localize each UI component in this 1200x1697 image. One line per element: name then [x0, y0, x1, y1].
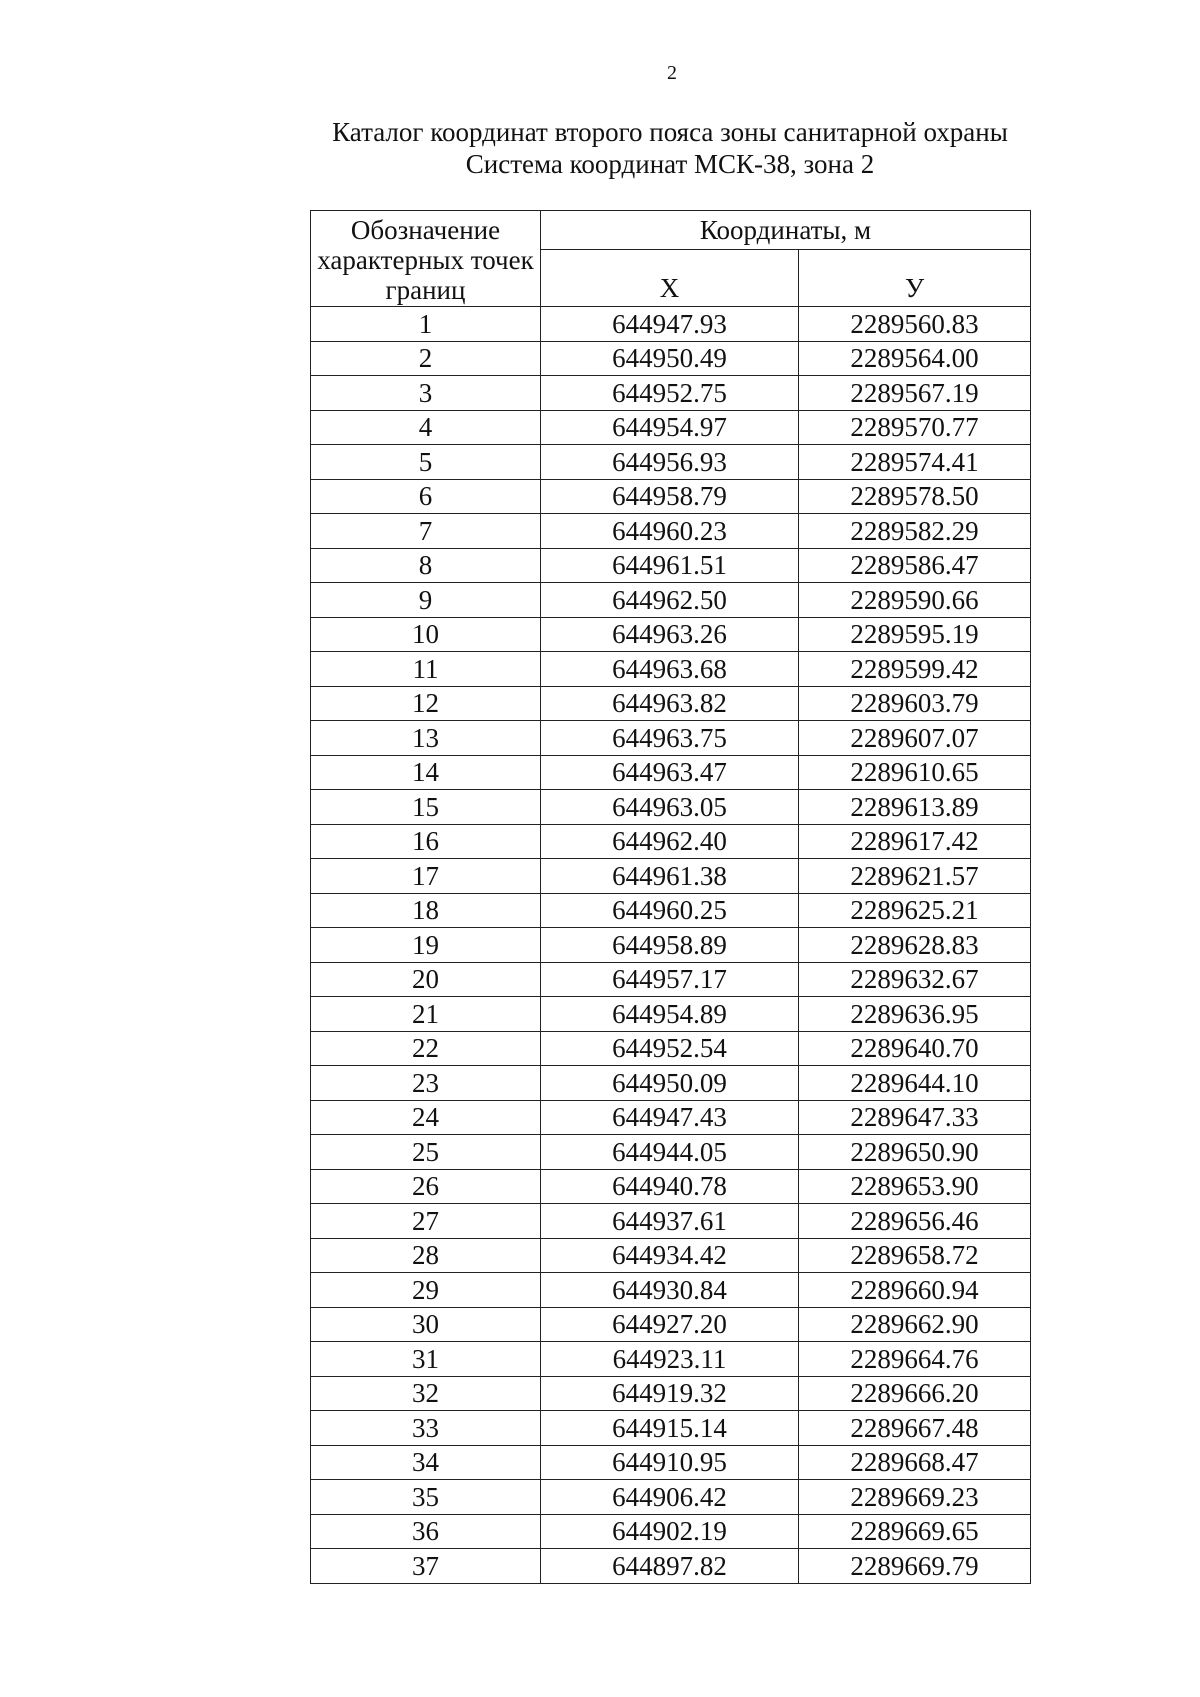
table-row — [311, 341, 1031, 376]
x-coordinate-cell: 644963.05 — [541, 790, 799, 825]
x-coordinate-cell: 644963.75 — [541, 721, 799, 756]
point-number-cell: 11 — [311, 652, 541, 687]
y-coordinate-cell: 2289669.79 — [799, 1549, 1031, 1584]
table-row — [311, 1445, 1031, 1480]
table-row — [311, 1135, 1031, 1170]
x-coordinate-cell: 644954.89 — [541, 997, 799, 1032]
table-row — [311, 1066, 1031, 1101]
x-coordinate-cell: 644940.78 — [541, 1169, 799, 1204]
x-coordinate-cell: 644950.09 — [541, 1066, 799, 1101]
x-coordinate-cell: 644934.42 — [541, 1238, 799, 1273]
table-row — [311, 962, 1031, 997]
point-number-cell: 33 — [311, 1411, 541, 1446]
point-number-cell: 32 — [311, 1376, 541, 1411]
table-row — [311, 514, 1031, 549]
table-row — [311, 1169, 1031, 1204]
y-coordinate-cell: 2289564.00 — [799, 341, 1031, 376]
table-row — [311, 1411, 1031, 1446]
table-row — [311, 548, 1031, 583]
point-number-cell: 28 — [311, 1238, 541, 1273]
coordinates-table — [310, 210, 1031, 1584]
title-line-2: Система координат МСК-38, зона 2 — [465, 149, 875, 179]
x-coordinate-cell: 644944.05 — [541, 1135, 799, 1170]
y-coordinate-cell: 2289560.83 — [799, 307, 1031, 342]
header-y-label: У — [799, 250, 1031, 307]
y-coordinate-cell: 2289617.42 — [799, 824, 1031, 859]
y-coordinate-cell: 2289667.48 — [799, 1411, 1031, 1446]
table-row — [311, 307, 1031, 342]
x-coordinate-cell: 644937.61 — [541, 1204, 799, 1239]
y-coordinate-cell: 2289669.23 — [799, 1480, 1031, 1515]
y-coordinate-cell: 2289570.77 — [799, 410, 1031, 445]
table-row — [311, 721, 1031, 756]
point-number-cell: 2 — [311, 341, 541, 376]
point-number-cell: 19 — [311, 928, 541, 963]
y-coordinate-cell: 2289625.21 — [799, 893, 1031, 928]
x-coordinate-cell: 644915.14 — [541, 1411, 799, 1446]
x-coordinate-cell: 644954.97 — [541, 410, 799, 445]
y-coordinate-cell: 2289628.83 — [799, 928, 1031, 963]
x-coordinate-cell: 644961.51 — [541, 548, 799, 583]
x-coordinate-cell: 644897.82 — [541, 1549, 799, 1584]
table-row — [311, 1549, 1031, 1584]
table-row — [311, 893, 1031, 928]
y-coordinate-cell: 2289586.47 — [799, 548, 1031, 583]
point-number-cell: 35 — [311, 1480, 541, 1515]
point-number-cell: 29 — [311, 1273, 541, 1308]
x-coordinate-cell: 644962.40 — [541, 824, 799, 859]
x-coordinate-cell: 644930.84 — [541, 1273, 799, 1308]
point-number-cell: 14 — [311, 755, 541, 790]
y-coordinate-cell: 2289664.76 — [799, 1342, 1031, 1377]
table-row — [311, 997, 1031, 1032]
table-row — [311, 479, 1031, 514]
y-coordinate-cell: 2289660.94 — [799, 1273, 1031, 1308]
x-coordinate-cell: 644947.43 — [541, 1100, 799, 1135]
y-coordinate-cell: 2289662.90 — [799, 1307, 1031, 1342]
table-row — [311, 617, 1031, 652]
table-row — [311, 859, 1031, 894]
x-coordinate-cell: 644947.93 — [541, 307, 799, 342]
y-coordinate-cell: 2289650.90 — [799, 1135, 1031, 1170]
table-row — [311, 410, 1031, 445]
y-coordinate-cell: 2289621.57 — [799, 859, 1031, 894]
point-number-cell: 10 — [311, 617, 541, 652]
table-row — [311, 376, 1031, 411]
point-number-cell: 20 — [311, 962, 541, 997]
point-number-cell: 27 — [311, 1204, 541, 1239]
title-line-1: Каталог координат второго пояса зоны санитарной охраны — [332, 117, 1008, 147]
x-coordinate-cell: 644963.68 — [541, 652, 799, 687]
x-coordinate-cell: 644927.20 — [541, 1307, 799, 1342]
table-row — [311, 1273, 1031, 1308]
y-coordinate-cell: 2289640.70 — [799, 1031, 1031, 1066]
y-coordinate-cell: 2289632.67 — [799, 962, 1031, 997]
header-point-label: Обозначение характерных точек границ — [311, 211, 541, 307]
y-coordinate-cell: 2289636.95 — [799, 997, 1031, 1032]
table-row — [311, 1342, 1031, 1377]
x-coordinate-cell: 644960.23 — [541, 514, 799, 549]
table-row — [311, 755, 1031, 790]
x-coordinate-cell: 644950.49 — [541, 341, 799, 376]
x-coordinate-cell: 644962.50 — [541, 583, 799, 618]
table-row — [311, 1031, 1031, 1066]
point-number-cell: 12 — [311, 686, 541, 721]
y-coordinate-cell: 2289613.89 — [799, 790, 1031, 825]
point-number-cell: 7 — [311, 514, 541, 549]
x-coordinate-cell: 644919.32 — [541, 1376, 799, 1411]
point-number-cell: 25 — [311, 1135, 541, 1170]
y-coordinate-cell: 2289599.42 — [799, 652, 1031, 687]
x-coordinate-cell: 644956.93 — [541, 445, 799, 480]
x-coordinate-cell: 644957.17 — [541, 962, 799, 997]
table-row — [311, 445, 1031, 480]
y-coordinate-cell: 2289603.79 — [799, 686, 1031, 721]
point-number-cell: 37 — [311, 1549, 541, 1584]
point-number-cell: 34 — [311, 1445, 541, 1480]
y-coordinate-cell: 2289590.66 — [799, 583, 1031, 618]
table-row — [311, 1376, 1031, 1411]
table-row — [311, 583, 1031, 618]
header-coordinates-label: Координаты, м — [541, 211, 1031, 250]
y-coordinate-cell: 2289669.65 — [799, 1514, 1031, 1549]
table-row — [311, 1480, 1031, 1515]
y-coordinate-cell: 2289653.90 — [799, 1169, 1031, 1204]
table-row — [311, 686, 1031, 721]
x-coordinate-cell: 644958.79 — [541, 479, 799, 514]
point-number-cell: 26 — [311, 1169, 541, 1204]
point-number-cell: 5 — [311, 445, 541, 480]
x-coordinate-cell: 644958.89 — [541, 928, 799, 963]
point-number-cell: 4 — [311, 410, 541, 445]
x-coordinate-cell: 644961.38 — [541, 859, 799, 894]
x-coordinate-cell: 644963.82 — [541, 686, 799, 721]
y-coordinate-cell: 2289610.65 — [799, 755, 1031, 790]
point-number-cell: 3 — [311, 376, 541, 411]
point-number-cell: 1 — [311, 307, 541, 342]
point-number-cell: 6 — [311, 479, 541, 514]
point-number-cell: 24 — [311, 1100, 541, 1135]
x-coordinate-cell: 644963.47 — [541, 755, 799, 790]
table-row — [311, 790, 1031, 825]
table-body — [311, 307, 1031, 1584]
table-row — [311, 1204, 1031, 1239]
x-coordinate-cell: 644923.11 — [541, 1342, 799, 1377]
point-number-cell: 30 — [311, 1307, 541, 1342]
y-coordinate-cell: 2289658.72 — [799, 1238, 1031, 1273]
point-number-cell: 8 — [311, 548, 541, 583]
header-x-label: X — [541, 250, 799, 307]
y-coordinate-cell: 2289582.29 — [799, 514, 1031, 549]
y-coordinate-cell: 2289656.46 — [799, 1204, 1031, 1239]
x-coordinate-cell: 644906.42 — [541, 1480, 799, 1515]
x-coordinate-cell: 644963.26 — [541, 617, 799, 652]
y-coordinate-cell: 2289644.10 — [799, 1066, 1031, 1101]
table-row — [311, 824, 1031, 859]
point-number-cell: 15 — [311, 790, 541, 825]
table-row — [311, 1100, 1031, 1135]
y-coordinate-cell: 2289574.41 — [799, 445, 1031, 480]
x-coordinate-cell: 644902.19 — [541, 1514, 799, 1549]
table-row — [311, 1238, 1031, 1273]
y-coordinate-cell: 2289595.19 — [799, 617, 1031, 652]
document-title — [290, 116, 1050, 180]
page-number: 2 — [667, 62, 677, 84]
point-number-cell: 36 — [311, 1514, 541, 1549]
y-coordinate-cell: 2289647.33 — [799, 1100, 1031, 1135]
table-row — [311, 652, 1031, 687]
point-number-cell: 31 — [311, 1342, 541, 1377]
point-number-cell: 9 — [311, 583, 541, 618]
point-number-cell: 13 — [311, 721, 541, 756]
x-coordinate-cell: 644952.75 — [541, 376, 799, 411]
y-coordinate-cell: 2289578.50 — [799, 479, 1031, 514]
point-number-cell: 22 — [311, 1031, 541, 1066]
point-number-cell: 23 — [311, 1066, 541, 1101]
x-coordinate-cell: 644910.95 — [541, 1445, 799, 1480]
point-number-cell: 18 — [311, 893, 541, 928]
point-number-cell: 17 — [311, 859, 541, 894]
x-coordinate-cell: 644960.25 — [541, 893, 799, 928]
y-coordinate-cell: 2289607.07 — [799, 721, 1031, 756]
y-coordinate-cell: 2289666.20 — [799, 1376, 1031, 1411]
y-coordinate-cell: 2289668.47 — [799, 1445, 1031, 1480]
table-row — [311, 928, 1031, 963]
table-row — [311, 1514, 1031, 1549]
point-number-cell: 21 — [311, 997, 541, 1032]
y-coordinate-cell: 2289567.19 — [799, 376, 1031, 411]
point-number-cell: 16 — [311, 824, 541, 859]
table-row — [311, 1307, 1031, 1342]
x-coordinate-cell: 644952.54 — [541, 1031, 799, 1066]
